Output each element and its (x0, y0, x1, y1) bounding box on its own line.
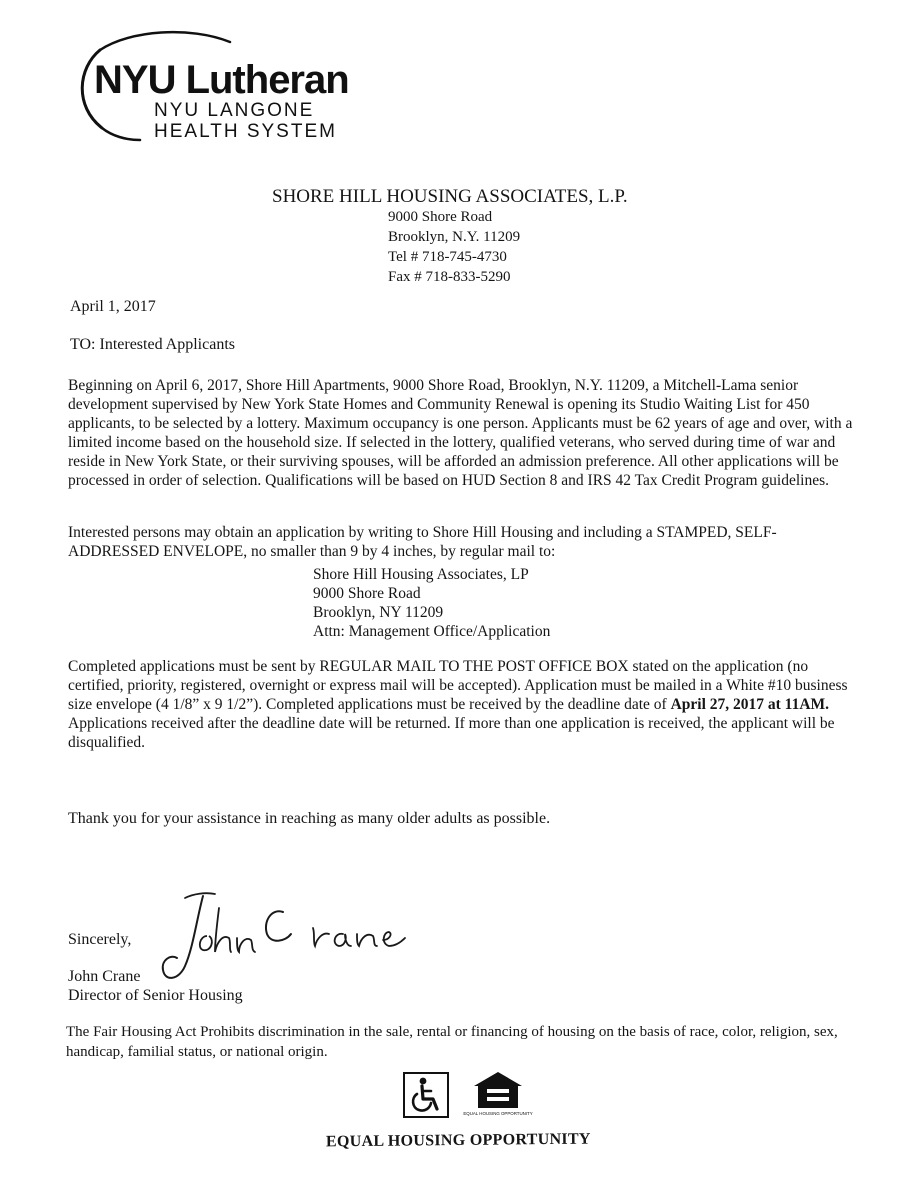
mailing-address-line1: Shore Hill Housing Associates, LP (313, 566, 529, 583)
thank-you-line: Thank you for your assistance in reaching as many older adults as possible. (68, 810, 551, 827)
signer-title: Director of Senior Housing (68, 987, 243, 1004)
equal-housing-opportunity-label: EQUAL HOUSING OPPORTUNITY (325, 1130, 591, 1151)
closing: Sincerely, (68, 931, 132, 948)
submission-rules-end: Applications received after the deadline date will be returned. If more than one application is received, the applicant will be disqualified. (68, 715, 835, 751)
deadline-date: April 27, 2017 at 11AM. (670, 696, 830, 713)
signer-name: John Crane (68, 968, 141, 985)
mailing-address-line3: Brooklyn, NY 11209 (313, 604, 444, 621)
paragraph-lottery-info: Beginning on April 6, 2017, Shore Hill Apartments, 9000 Shore Road, Brooklyn, N.Y. 11209, a Mitchell-Lama senior development supervised by New York State Homes and Community Renewal is opening its Studio Waiting List for 450 applicants, to be selected by a lottery. Maximum occupancy is one person. Applicants must be 62 years of age and over, with a limited income based on the household size. If selected in the lottery, qualified veterans, who served during time of war and reside in New York State, or their surviving spouses, will be afforded an admission preference. All other applications will be processed in order of selection. Qualifications will be based on HUD Section 8 and IRS 42 Tax Credit Program guidelines. (68, 377, 853, 489)
fax-number: Fax # 718-833-5290 (388, 269, 511, 285)
address-city: Brooklyn, N.Y. 11209 (388, 229, 521, 245)
eho-icon-text: EQUAL HOUSING OPPORTUNITY (463, 1111, 533, 1116)
nyu-lutheran-logo (70, 28, 350, 148)
paragraph-application-request: Interested persons may obtain an application by writing to Shore Hill Housing and including a STAMPED, SELF-ADDRESSED ENVELOPE, no smaller than 9 by 4 inches, by regular mail to: (68, 524, 777, 560)
mailing-address-line2: 9000 Shore Road (313, 585, 421, 602)
organization-name: SHORE HILL HOUSING ASSOCIATES, L.P. (272, 186, 628, 207)
letter-date: April 1, 2017 (70, 298, 156, 315)
phone-number: Tel # 718-745-4730 (388, 249, 507, 265)
address-street: 9000 Shore Road (388, 209, 493, 225)
logo-subtitle-line2: HEALTH SYSTEM (154, 121, 337, 142)
paragraph-submission-rules (68, 657, 858, 752)
logo-name: NYU Lutheran (94, 58, 349, 102)
handwritten-signature (145, 888, 415, 988)
recipient-line: TO: Interested Applicants (70, 336, 235, 353)
mailing-address-line4: Attn: Management Office/Application (313, 623, 551, 640)
submission-rules-start: Completed applications must be sent by REGULAR MAIL TO THE POST OFFICE BOX stated on the application (no certified, priority, registered, overnight or express mail will be accepted). Application must be mailed in a White #10 business size envelope (4 1/8” x 9 1/2”). Completed applications must be received by the deadline date of (68, 658, 848, 713)
fair-housing-notice: The Fair Housing Act Prohibits discrimination in the sale, rental or financing of housing on the basis of race, color, religion, sex, handicap, familial status, or national origin. (66, 1024, 838, 1060)
wheelchair-icon (403, 1072, 449, 1118)
equal-housing-house-icon (463, 1068, 533, 1124)
logo-subtitle-line1: NYU LANGONE (154, 100, 315, 121)
